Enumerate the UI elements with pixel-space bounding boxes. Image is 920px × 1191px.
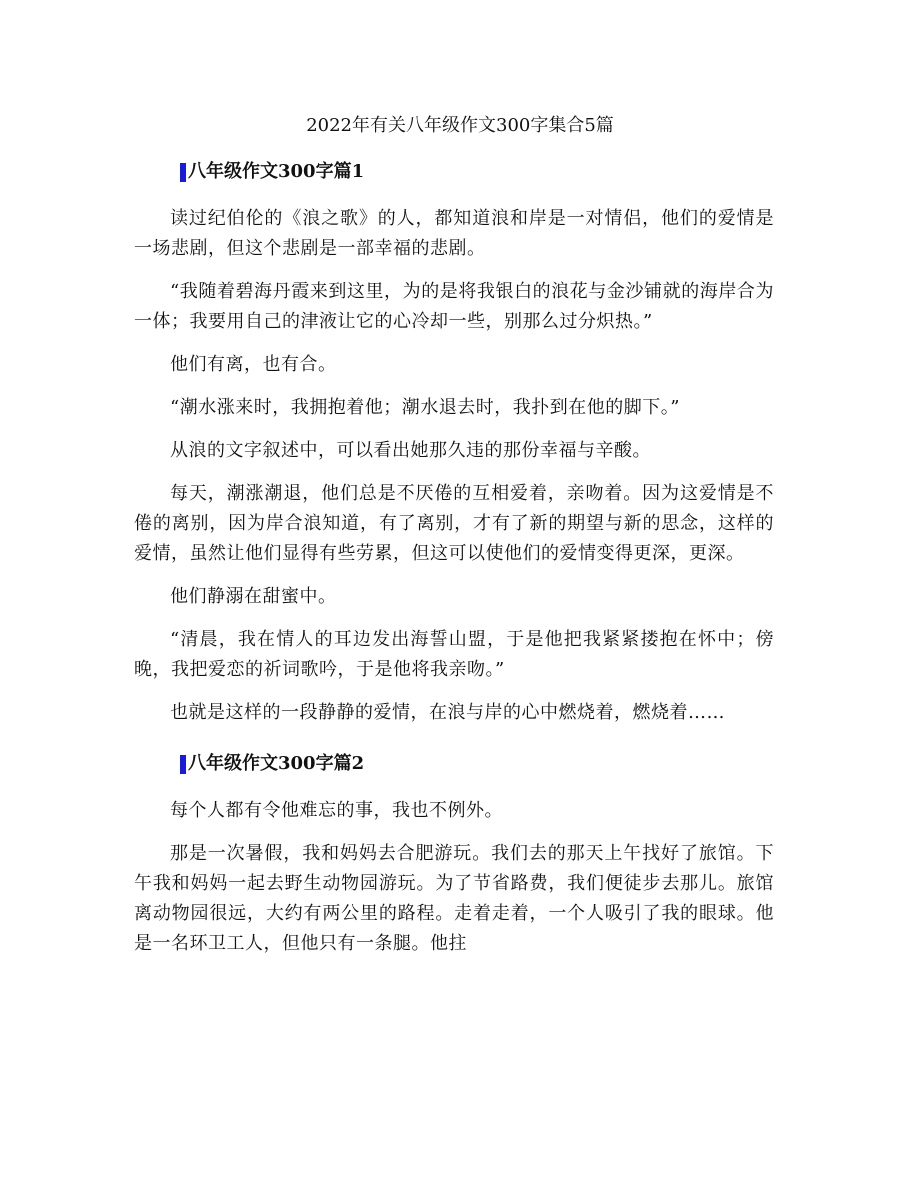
paragraph: 他们有离，也有合。: [170, 354, 337, 375]
paragraph: “潮水涨来时，我拥抱着他；潮水退去时，我扑到在他的脚下。”: [170, 397, 680, 418]
paragraph: 每个人都有令他难忘的事，我也不例外。: [170, 800, 503, 821]
section-heading: [180, 157, 774, 187]
section-heading: [180, 749, 774, 779]
paragraph: 每天，潮涨潮退，他们总是不厌倦的互相爱着，亲吻着。因为这爱情是不倦的离别，因为岸合浪知道，有了离别，才有了新的期望与新的思念，这样的爱情，虽然让他们显得有些劳累，但这可以使他们的爱情变得更深，更深。: [134, 483, 774, 564]
section-heading-text: 八年级作文300字篇2: [188, 753, 365, 774]
document-body: [134, 157, 774, 959]
paragraph: “我随着碧海丹霞来到这里，为的是将我银白的浪花与金沙铺就的海岸合为一体；我要用自己的津液让它的心冷却一些，别那么过分炽热。”: [134, 281, 774, 332]
paragraph: 读过纪伯伦的《浪之歌》的人，都知道浪和岸是一对情侣，他们的爱情是一场悲剧，但这个悲剧是一部幸福的悲剧。: [134, 208, 774, 259]
paragraph: 那是一次暑假，我和妈妈去合肥游玩。我们去的那天上午找好了旅馆。下午我和妈妈一起去野生动物园游玩。为了节省路费，我们便徒步去那儿。旅馆离动物园很远，大约有两公里的路程。走着走着，一个人吸引了我的眼球。他是一名环卫工人，但他只有一条腿。他拄: [134, 843, 774, 954]
paragraph: 也就是这样的一段静静的爱情，在浪与岸的心中燃烧着，燃烧着……: [170, 702, 725, 723]
document-title: 2022年有关八年级作文300字集合5篇: [306, 115, 614, 136]
paragraph: 从浪的文字叙述中，可以看出她那久违的那份幸福与辛酸。: [170, 440, 651, 461]
heading-marker-bar: [180, 163, 186, 182]
paragraph: “清晨，我在情人的耳边发出海誓山盟，于是他把我紧紧搂抱在怀中；傍晚，我把爱恋的祈词歌吟，于是他将我亲吻。”: [134, 629, 774, 680]
section-heading-text: 八年级作文300字篇1: [188, 161, 365, 182]
heading-marker-bar: [180, 755, 186, 774]
paragraph: 他们静溺在甜蜜中。: [170, 586, 337, 607]
